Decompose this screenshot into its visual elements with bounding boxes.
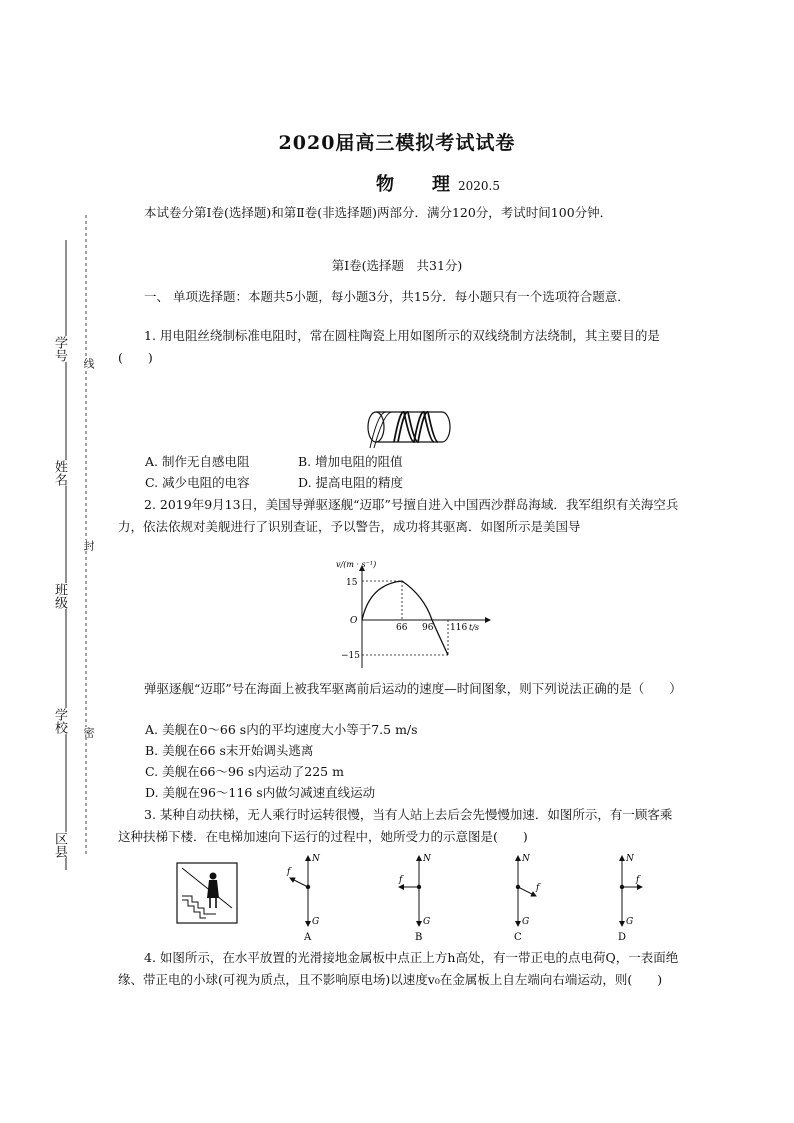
svg-text:N: N <box>423 854 431 864</box>
svg-text:f: f <box>636 875 640 885</box>
q3-diagram-c <box>514 854 541 943</box>
q1-stem: 1. 用电阻丝绕制标准电阻时，常在圆柱陶瓷上用如图所示的双线绕制方法绕制，其主要目的是( ) <box>118 328 660 365</box>
q3-stem: 3. 某种自动扶梯，无人乘行时运转很慢，当有人站上去后会先慢慢加速．如图所示，有一顾客乘这种扶梯下楼．在电梯加速向下运行的过程中，她所受力的示意图是( ) <box>118 807 673 844</box>
graph-y-neg: −15 <box>341 651 360 661</box>
svg-text:G: G <box>423 917 431 927</box>
svg-text:N: N <box>312 854 320 864</box>
velocity-curve <box>362 581 448 655</box>
graph-origin: O <box>350 616 358 626</box>
sidebar-xuehao: 学号 <box>52 336 67 362</box>
q2-option-a: A. 美舰在0～66 s内的平均速度大小等于7.5 m/s <box>145 722 418 737</box>
section-heading: 第Ⅰ卷(选择题 共31分) <box>331 258 463 273</box>
svg-text:f: f <box>287 867 291 877</box>
q1-coil-figure <box>364 402 456 452</box>
subject-line <box>376 170 500 196</box>
subject-second: 理 <box>432 174 450 195</box>
sidebar-mi: 密 <box>82 727 95 738</box>
sidebar-xian: 线 <box>82 358 95 369</box>
svg-text:N: N <box>626 854 634 864</box>
exam-date: 2020.5 <box>458 179 500 193</box>
part1-heading: 一、 单项选择题：本题共5小题，每小题3分，共15分．每小题只有一个选项符合题意． <box>144 289 630 304</box>
q2-stem: 2. 2019年9月13日，美国导弹驱逐舰“迈耶”号擅自进入中国西沙群岛海域．我军组织有关海空兵力，依法依规对美舰进行了识别查证，予以警告，成功将其驱离．如图所示是美国导 <box>118 497 679 534</box>
sidebar-feng: 封 <box>82 540 95 551</box>
svg-text:N: N <box>522 854 530 864</box>
q3-escalator-figure <box>176 862 238 924</box>
q3-option-d-label: D <box>618 932 627 943</box>
sidebar-xingming: 姓名 <box>52 460 67 486</box>
graph-ylabel: v/(m · s⁻¹) <box>336 560 377 569</box>
binding-margin-lines <box>0 0 120 1123</box>
svg-text:G: G <box>312 917 320 927</box>
sidebar-quxian: 区县 <box>52 832 67 858</box>
q3-option-c-label: C <box>514 932 522 943</box>
q3-option-a-label: A <box>304 932 312 943</box>
q2-option-d: D. 美舰在96～116 s内做匀减速直线运动 <box>145 785 376 800</box>
svg-text:f: f <box>536 883 540 893</box>
graph-x3: 116 <box>450 623 468 633</box>
graph-x1: 66 <box>396 623 408 633</box>
q2-vt-graph <box>330 560 500 670</box>
q1-option-b: B. 增加电阻的阻值 <box>298 454 403 469</box>
q3-diagram-b <box>398 854 432 943</box>
svg-text:G: G <box>522 917 530 927</box>
q1-option-d: D. 提高电阻的精度 <box>298 475 404 490</box>
q2-option-b: B. 美舰在66 s末开始调头逃离 <box>145 743 314 758</box>
q2-stem-continued: 弹驱逐舰“迈耶”号在海面上被我军驱离前后运动的速度—时间图象，则下列说法正确的是（ ） <box>144 681 682 696</box>
intro-text: 本试卷分第Ⅰ卷(选择题)和第Ⅱ卷(非选择题)两部分．满分120分，考试时间100分钟． <box>144 205 613 220</box>
graph-y-pos: 15 <box>346 578 358 588</box>
graph-xlabel: t/s <box>469 623 480 632</box>
q3-force-diagrams <box>278 850 658 945</box>
q1-option-a: A. 制作无自感电阻 <box>145 454 250 469</box>
q1-option-c: C. 减少电阻的电容 <box>145 475 250 490</box>
graph-x2: 96 <box>422 623 434 633</box>
sidebar-banji: 班级 <box>52 583 67 609</box>
subject-first: 物 <box>376 174 394 195</box>
sidebar-xuexiao: 学校 <box>52 708 67 734</box>
q3-diagram-d <box>618 854 642 943</box>
q3-option-b-label: B <box>415 932 423 943</box>
q4-stem: 4. 如图所示，在水平放置的光滑接地金属板中点正上方h高处，有一带正电的点电荷Q，一表面绝缘、带正电的小球(可视为质点，且不影响原电场)以速度v₀在金属板上自左端向右端运动，则( ) <box>118 950 679 987</box>
q3-diagram-a <box>286 854 321 943</box>
svg-text:f: f <box>399 875 403 885</box>
page-title: 2020届高三模拟考试试卷 <box>278 132 516 154</box>
svg-text:G: G <box>626 917 634 927</box>
q2-option-c: C. 美舰在66～96 s内运动了225 m <box>145 764 344 779</box>
